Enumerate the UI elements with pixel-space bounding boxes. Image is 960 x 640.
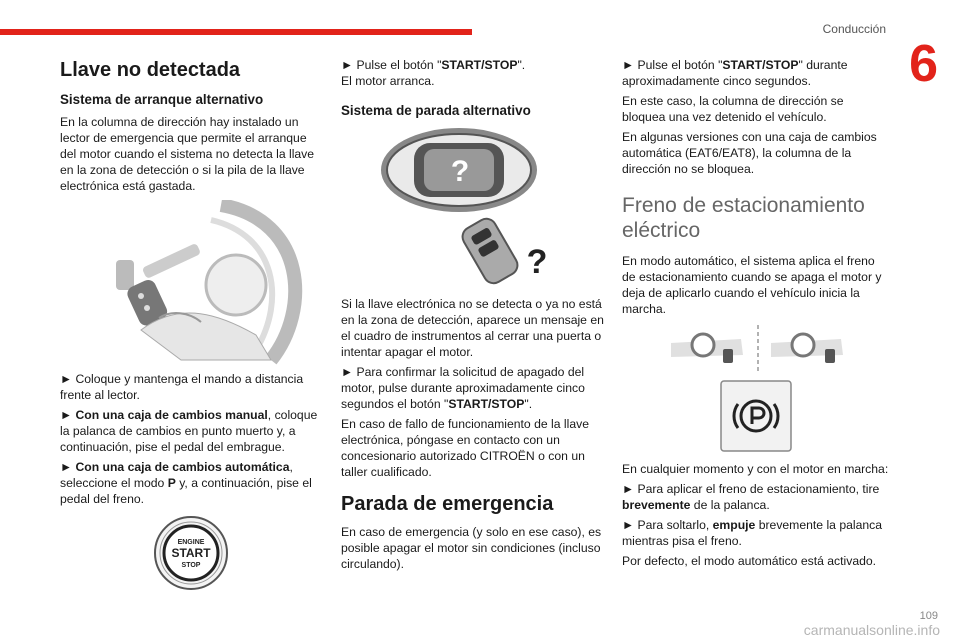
- heading-arranque-alternativo: Sistema de arranque alternativo: [60, 92, 264, 107]
- auto-mode-text: En modo automático, el sistema aplica el freno de estacionamiento cuando se apaga el motor y deja de aplicarlo cuando el vehículo inicia la marcha.: [622, 254, 882, 316]
- default-auto-text: Por defecto, el modo automático está activado.: [622, 554, 877, 568]
- automatic-version-text: En algunas versiones con una caja de cambios automática (EAT6/EAT8), la columna de la dirección no se bloquea.: [622, 130, 877, 176]
- heading-parada-alternativo: Sistema de parada alternativo: [341, 103, 531, 118]
- column-2: [341, 57, 607, 576]
- car-key-not-detected-illustration: [374, 125, 574, 290]
- heading-freno-estacionamiento: Freno de estacionamiento eléctrico: [622, 194, 865, 242]
- page-number: 109: [919, 610, 938, 622]
- chapter-title: Conducción: [822, 22, 886, 36]
- engine-running-text: En cualquier momento y con el motor en marcha:: [622, 462, 889, 476]
- intro-paragraph: En la columna de dirección hay instalado un lector de emergencia que permite el arranque del motor cuando el sistema no detecta la llave en la zona de detección o si la pila de la llave electrónica está gastada.: [60, 115, 315, 193]
- chapter-number: 6: [909, 35, 938, 93]
- svg-text:STOP: STOP: [181, 562, 201, 569]
- column-3: [622, 57, 890, 573]
- press-start-stop-5s: ► Pulse el botón "START/STOP" durante aproximadamente cinco segundos.: [622, 58, 848, 88]
- steering-lock-text: En este caso, la columna de dirección se bloquea una vez detenido el vehículo.: [622, 94, 844, 124]
- key-not-detected-text: Si la llave electrónica no se detecta o ya no está en la zona de detección, aparece un mensaje en el cuadro de instrumentos al cerrar una puerta o intentar apagar el motor.: [341, 297, 604, 359]
- heading-llave-no-detectada: Llave no detectada: [60, 59, 241, 81]
- chapter-color-bar: [0, 29, 472, 35]
- svg-text:?: ?: [450, 155, 470, 188]
- watermark: carmanualsonline.info: [803, 622, 940, 638]
- bullet-2: ► Con una caja de cambios manual, coloque la palanca de cambios en punto muerto y, a continuación, pise el pedal del embrague.: [60, 408, 318, 454]
- heading-parada-emergencia: Parada de emergencia: [341, 493, 554, 515]
- malfunction-text: En caso de fallo de funcionamiento de la llave electrónica, póngase en contacto con un concesionario autorizado CITROËN o con un taller cualificado.: [341, 417, 589, 479]
- release-brake-bullet: ► Para soltarlo, empuje brevemente la palanca mientras pisa el freno.: [622, 518, 883, 548]
- svg-text:START: START: [171, 546, 211, 560]
- engine-start-stop-button-icon: [151, 513, 231, 593]
- apply-brake-bullet: ► Para aplicar el freno de estacionamiento, tire brevemente de la palanca.: [622, 482, 880, 512]
- press-start-stop: ► Pulse el botón "START/STOP". El motor arranca.: [341, 58, 526, 88]
- key-reader-illustration: [71, 200, 311, 365]
- emergency-text: En caso de emergencia (y solo en ese caso), es posible apagar el motor sin condiciones (incluso circulando).: [341, 525, 602, 571]
- bullet-3: ► Con una caja de cambios automática, seleccione el modo P y, a continuación, pise el pedal del freno.: [60, 460, 312, 506]
- bullet-1: ► Coloque y mantenga el mando a distancia frente al lector.: [60, 372, 304, 402]
- svg-text:ENGINE: ENGINE: [177, 539, 205, 546]
- confirm-shutdown-bullet: ► Para confirmar la solicitud de apagado del motor, pulse durante aproximadamente cinco segundos el botón "START/STOP".: [341, 365, 585, 411]
- parking-brake-p-icon: [719, 379, 793, 453]
- automatic-parking-brake-illustration: [661, 323, 851, 373]
- svg-text:?: ?: [526, 243, 548, 281]
- column-1: [60, 52, 322, 599]
